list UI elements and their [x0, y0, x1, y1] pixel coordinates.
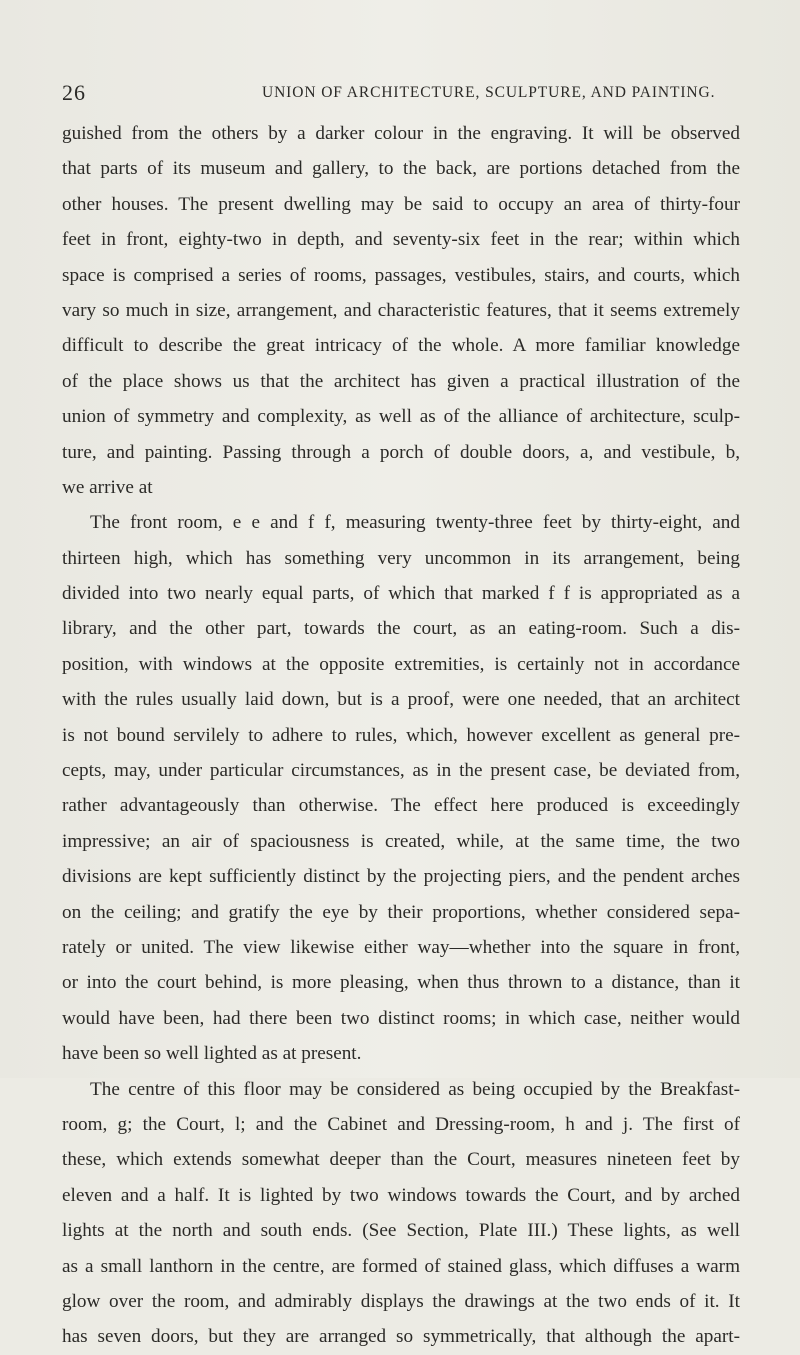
text-line: is not bound servilely to adhere to rules, which, however excellent as general pre-	[62, 724, 740, 746]
text-line: library, and the other part, towards the court, as an eating-room. Such a dis-	[62, 618, 740, 640]
text-line: ture, and painting. Passing through a porch of double doors, a, and vestibule, b,	[62, 441, 740, 463]
text-line: divided into two nearly equal parts, of which that marked f f is appropriated as a	[62, 583, 740, 605]
text-line: of the place shows us that the architect has given a practical illustration of the	[62, 370, 740, 392]
text-line: with the rules usually laid down, but is a proof, were one needed, that an architect	[62, 689, 740, 711]
text-line: position, with windows at the opposite extremities, is certainly not in accordance	[62, 653, 740, 675]
text-line: feet in front, eighty-two in depth, and seventy-six feet in the rear; within which	[62, 229, 740, 251]
text-line: have been so well lighted as at present.	[62, 1043, 362, 1065]
text-line: The front room, e e and f f, measuring twenty-three feet by thirty-eight, and	[90, 512, 740, 534]
text-line: eleven and a half. It is lighted by two windows towards the Court, and by arched	[62, 1184, 740, 1206]
text-line: that parts of its museum and gallery, to the back, are portions detached from the	[62, 158, 740, 180]
page-header	[62, 80, 748, 104]
text-line: thirteen high, which has something very uncommon in its arrangement, being	[62, 547, 740, 569]
text-line: these, which extends somewhat deeper than the Court, measures nineteen feet by	[62, 1149, 740, 1171]
text-line: difficult to describe the great intricacy of the whole. A more familiar knowledge	[62, 335, 740, 357]
text-line: has seven doors, but they are arranged so symmetrically, that although the apart-	[62, 1326, 740, 1348]
text-line: union of symmetry and complexity, as well as of the alliance of architecture, sculp-	[62, 406, 740, 428]
text-line: would have been, had there been two distinct rooms; in which case, neither would	[62, 1007, 740, 1029]
page-number: 26	[62, 80, 86, 105]
text-line: impressive; an air of spaciousness is created, while, at the same time, the two	[62, 830, 740, 852]
running-title: UNION OF ARCHITECTURE, SCULPTURE, AND PAINTING.	[262, 84, 716, 101]
text-line: The centre of this floor may be considered as being occupied by the Breakfast-	[90, 1078, 740, 1100]
text-line: vary so much in size, arrangement, and characteristic features, that it seems extremely	[62, 299, 740, 321]
text-line: lights at the north and south ends. (See Section, Plate III.) These lights, as well	[62, 1220, 740, 1242]
text-line: rately or united. The view likewise either way—whether into the square in front,	[62, 936, 740, 958]
text-line: or into the court behind, is more pleasing, when thus thrown to a distance, than it	[62, 972, 740, 994]
text-line: guished from the others by a darker colour in the engraving. It will be observed	[62, 123, 740, 144]
text-line: room, g; the Court, l; and the Cabinet and Dressing-room, h and j. The first of	[62, 1113, 740, 1135]
text-line: space is comprised a series of rooms, passages, vestibules, stairs, and courts, which	[62, 264, 740, 286]
text-line: as a small lanthorn in the centre, are formed of stained glass, which diffuses a warm	[62, 1255, 740, 1277]
text-line: divisions are kept sufficiently distinct by the projecting piers, and the pendent arches	[62, 866, 740, 888]
text-line: on the ceiling; and gratify the eye by their proportions, whether considered sepa-	[62, 901, 740, 923]
text-line: we arrive at	[62, 476, 153, 498]
body-text	[62, 116, 740, 1355]
text-line: cepts, may, under particular circumstances, as in the present case, be deviated from,	[62, 760, 740, 782]
text-line: glow over the room, and admirably displays the drawings at the two ends of it. It	[62, 1290, 740, 1312]
text-line: rather advantageously than otherwise. The effect here produced is exceedingly	[62, 795, 740, 817]
text-line: other houses. The present dwelling may be said to occupy an area of thirty-four	[62, 193, 740, 215]
